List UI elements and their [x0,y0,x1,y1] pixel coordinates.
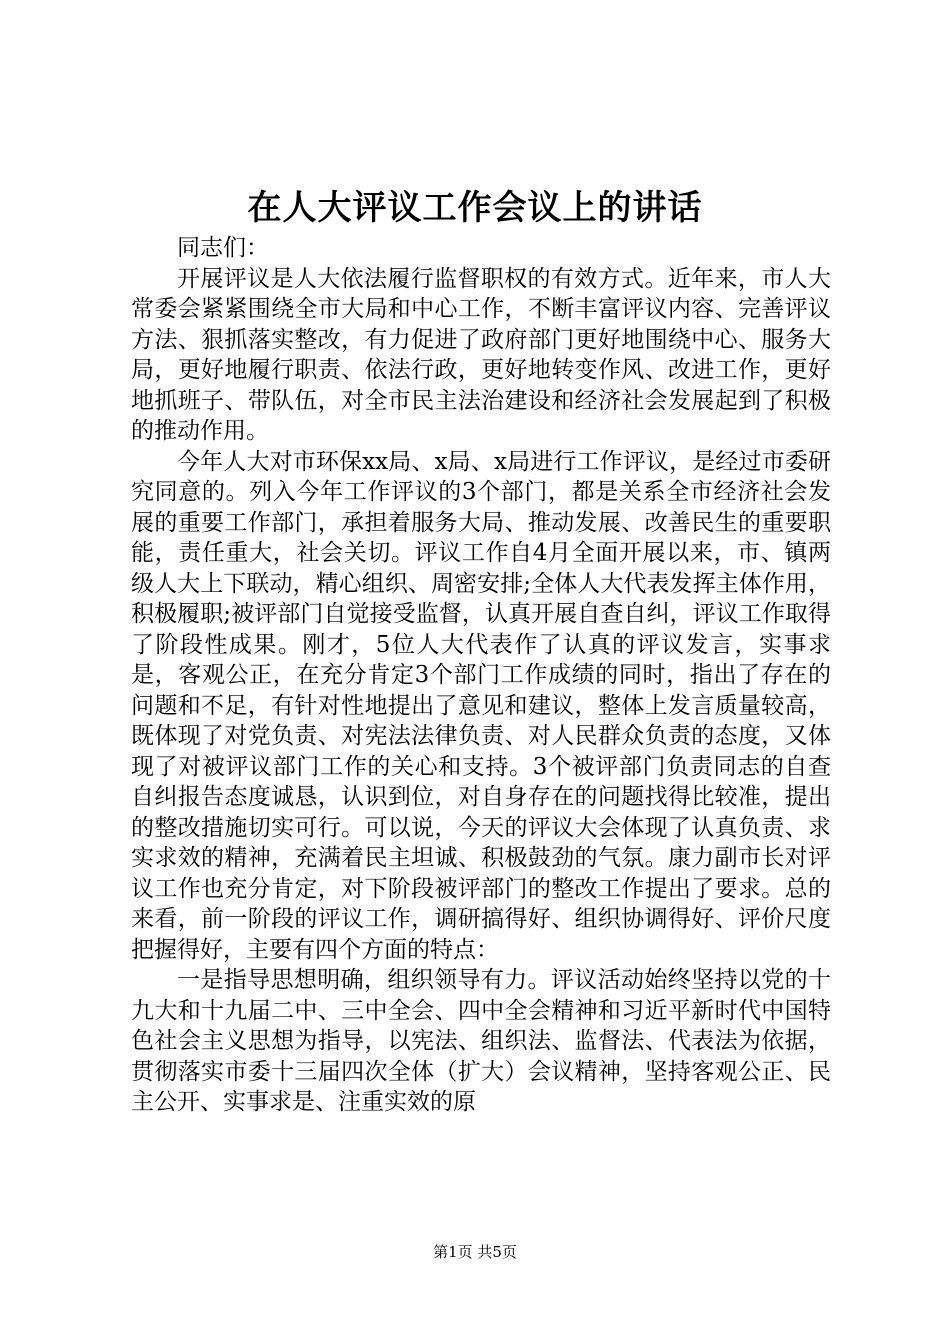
paragraph-1: 开展评议是人大依法履行监督职权的有效方式。近年来，市人大常委会紧紧围绕全市大局和中心工作，不断丰富评议内容、完善评议方法、狠抓落实整改，有力促进了政府部门更好地围绕中心、服务大局，更好地履行职责、依法行政，更好地转变作风、改进工作，更好地抓班子、带队伍，对全市民主法治建设和经济社会发展起到了积极的推动作用。 [131,265,831,444]
paragraph-3: 一是指导思想明确，组织领导有力。评议活动始终坚持以党的十九大和十九届二中、三中全会、四中全会精神和习近平新时代中国特色社会主义思想为指导，以宪法、组织法、监督法、代表法为依据，贯彻落实市委十三届四次全体（扩大）会议精神，坚持客观公正、民主公开、实事求是、注重实效的原 [131,967,831,1115]
paragraph-2: 今年人大对市环保xx局、x局、x局进行工作评议，是经过市委研究同意的。列入今年工作评议的3个部门，都是关系全市经济社会发展的重要工作部门，承担着服务大局、推动发展、改善民生的重要职能，责任重大，社会关切。评议工作自4月全面开展以来，市、镇两级人大上下联动，精心组织、周密安排;全体人大代表发挥主体作用，积极履职;被评部门自觉接受监督，认真开展自查自纠，评议工作取得了阶段性成果。刚才，5位人大代表作了认真的评议发言，实事求是，客观公正，在充分肯定3个部门工作成绩的同时，指出了存在的问题和不足，有针对性地提出了意见和建议，整体上发言质量较高，既体现了对党负责、对宪法法律负责、对人民群众负责的态度，又体现了对被评议部门工作的关心和支持。3个被评部门负责同志的自查自纠报告态度诚恳，认识到位，对自身存在的问题找得比较准，提出的整改措施切实可行。可以说，今天的评议大会体现了认真负责、求实求效的精神，充满着民主坦诚、积极鼓劲的气氛。康力副市长对评议工作也充分肯定，对下阶段被评部门的整改工作提出了要求。总的来看，前一阶段的评议工作，调研搞得好、组织协调得好、评价尺度把握得好，主要有四个方面的特点： [131,448,831,963]
page-number-footer: 第1页 共5页 [433,1243,517,1261]
document-title: 在人大评议工作会议上的讲话 [247,188,703,228]
paragraph-salutation: 同志们： [177,235,269,261]
document-body [131,233,831,1118]
